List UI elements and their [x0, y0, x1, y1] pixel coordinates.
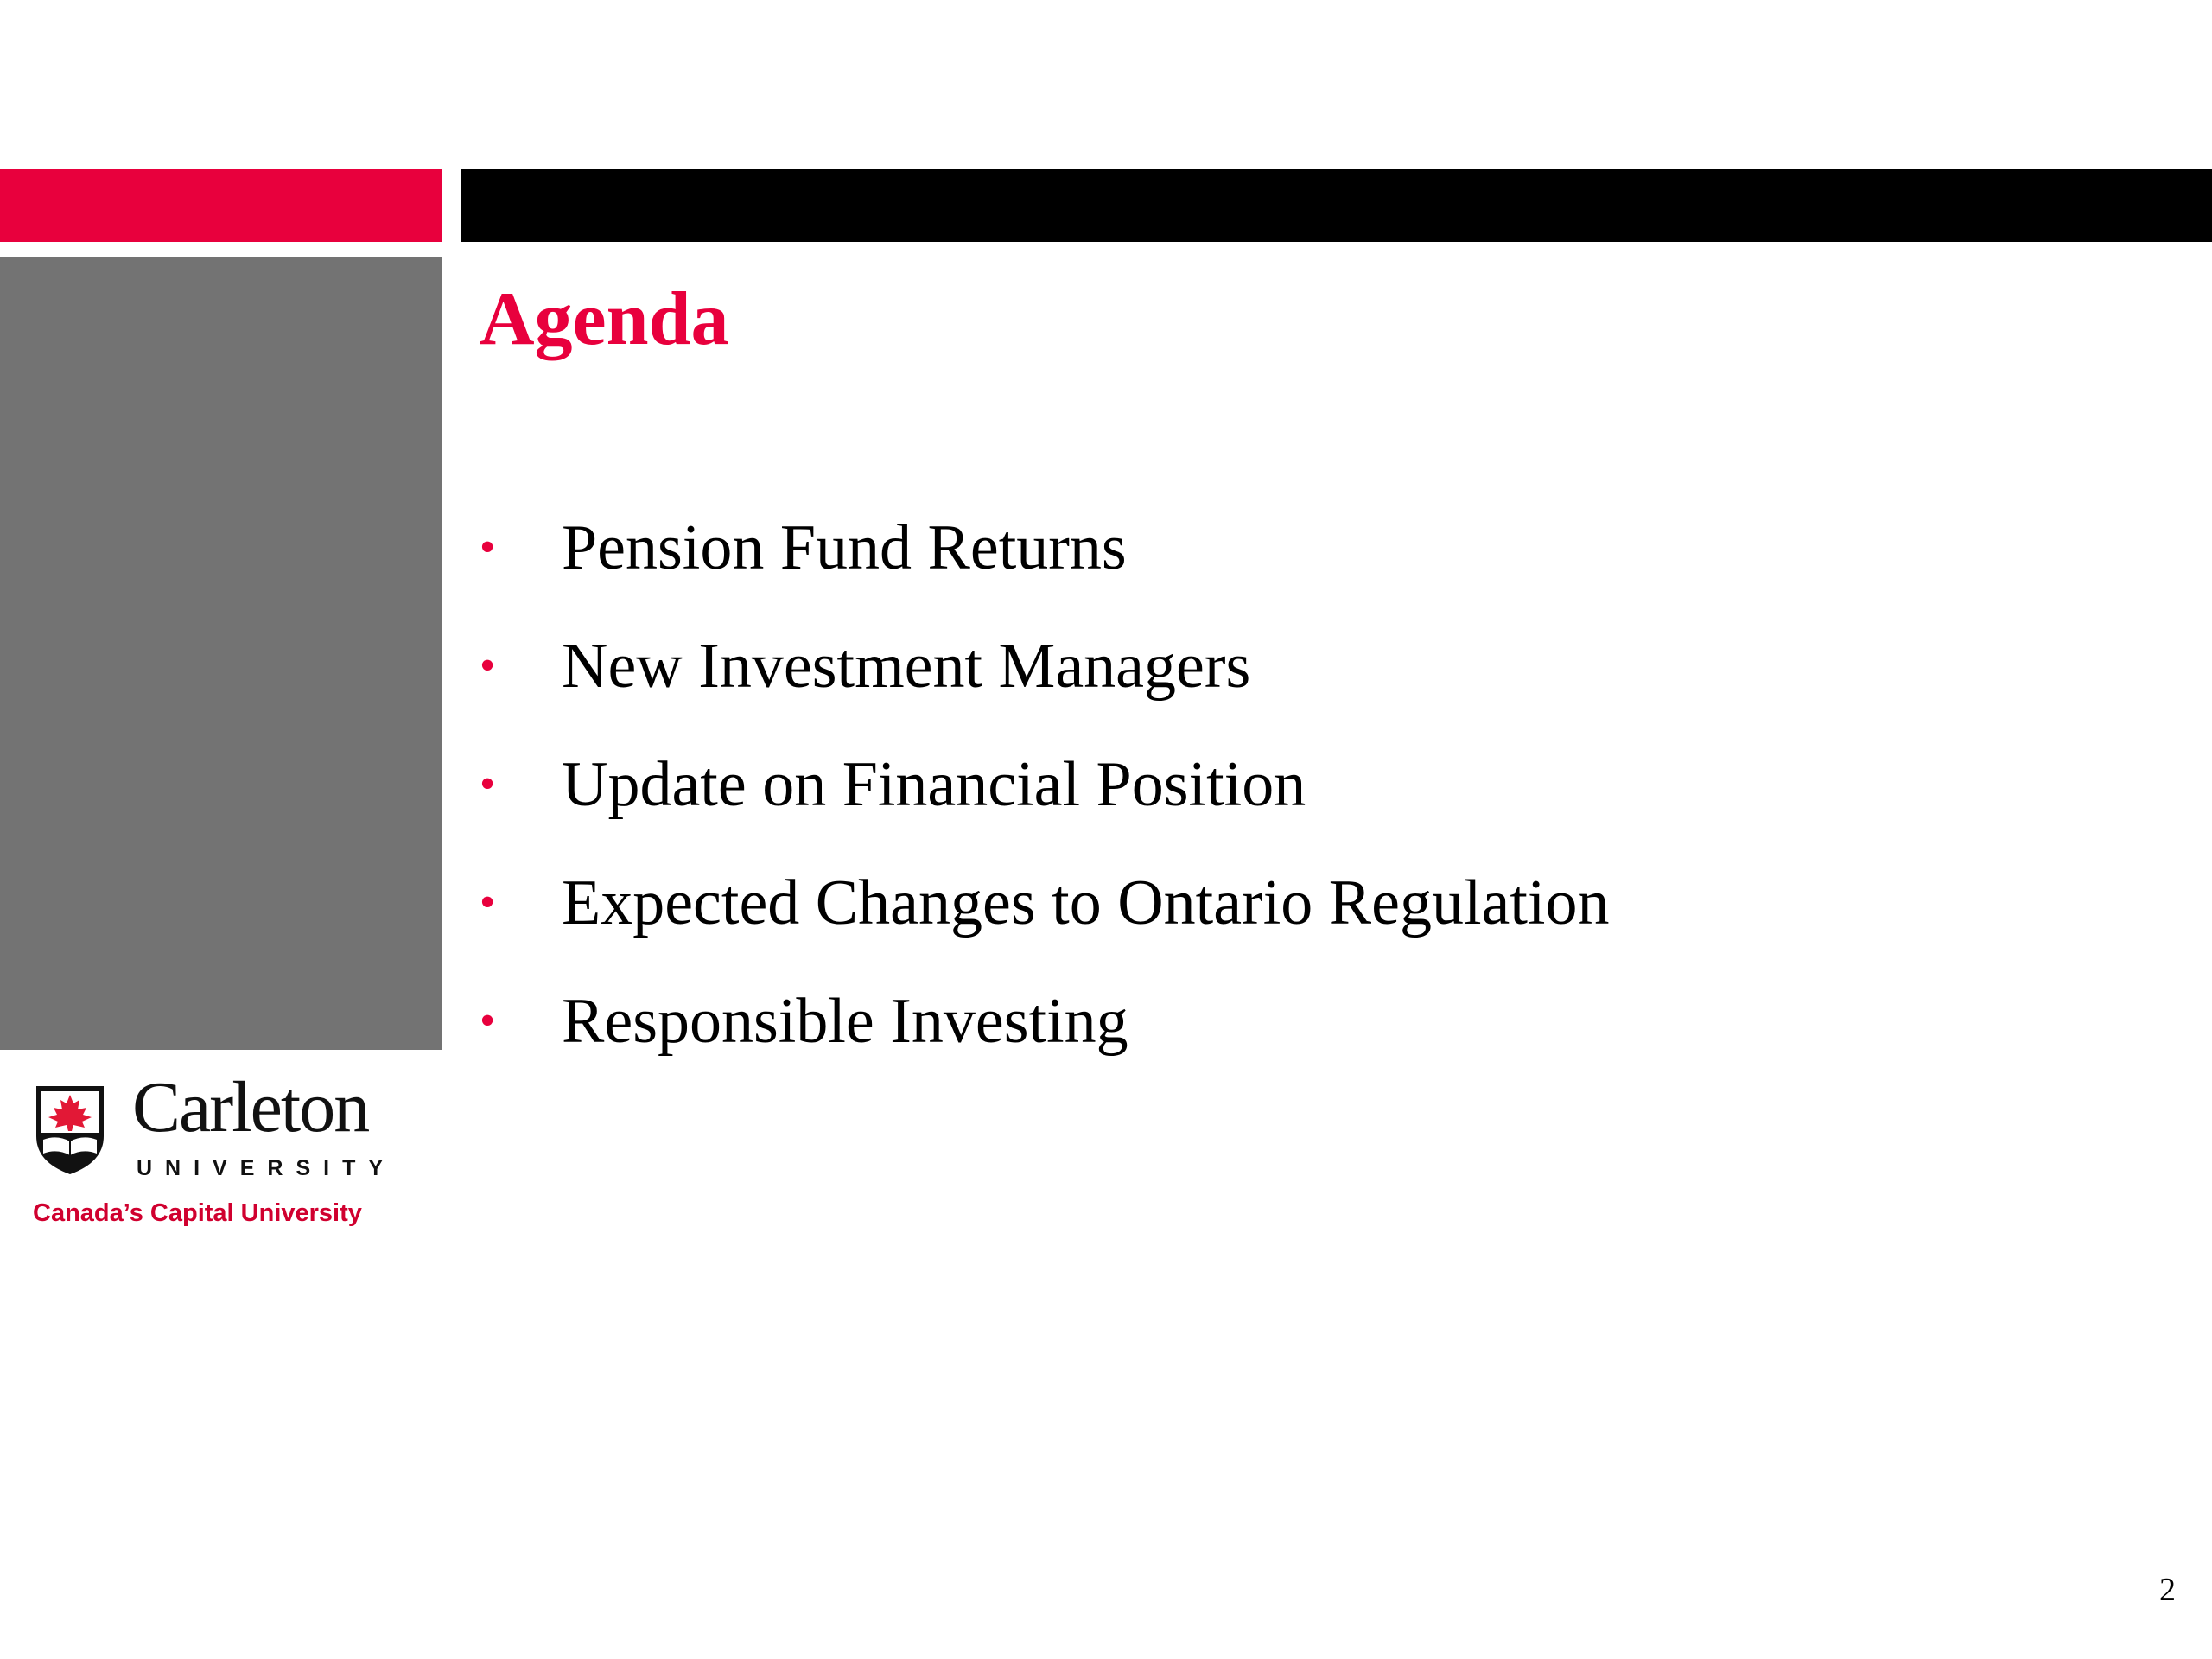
header-black-bar: [461, 169, 2212, 242]
carleton-logo: [33, 1067, 413, 1234]
agenda-item-text: Pension Fund Returns: [562, 512, 1127, 583]
bullet-icon: •: [480, 640, 496, 690]
agenda-item: [480, 843, 1609, 962]
page-number: 2: [2159, 1572, 2176, 1608]
slide-title: Agenda: [480, 277, 729, 361]
bullet-icon: •: [480, 522, 496, 572]
bullet-icon: •: [480, 759, 496, 809]
header-red-bar: [0, 169, 442, 242]
bullet-icon: •: [480, 877, 496, 927]
agenda-item-text: Update on Financial Position: [562, 748, 1306, 820]
agenda-item: [480, 725, 1609, 843]
agenda-item-text: Responsible Investing: [562, 985, 1128, 1057]
agenda-list: [480, 488, 1609, 1080]
logo-wordmark: Carleton: [132, 1067, 369, 1147]
agenda-item-text: Expected Changes to Ontario Regulation: [562, 867, 1610, 938]
agenda-item: [480, 962, 1609, 1080]
agenda-item-text: New Investment Managers: [562, 630, 1251, 702]
agenda-item: [480, 488, 1609, 607]
bullet-icon: •: [480, 995, 496, 1046]
agenda-item: [480, 607, 1609, 725]
logo-tagline: Canada’s Capital University: [33, 1199, 362, 1227]
logo-subtitle: UNIVERSITY: [137, 1156, 397, 1180]
university-crest-icon: [33, 1083, 107, 1176]
side-grey-panel: [0, 257, 442, 1050]
